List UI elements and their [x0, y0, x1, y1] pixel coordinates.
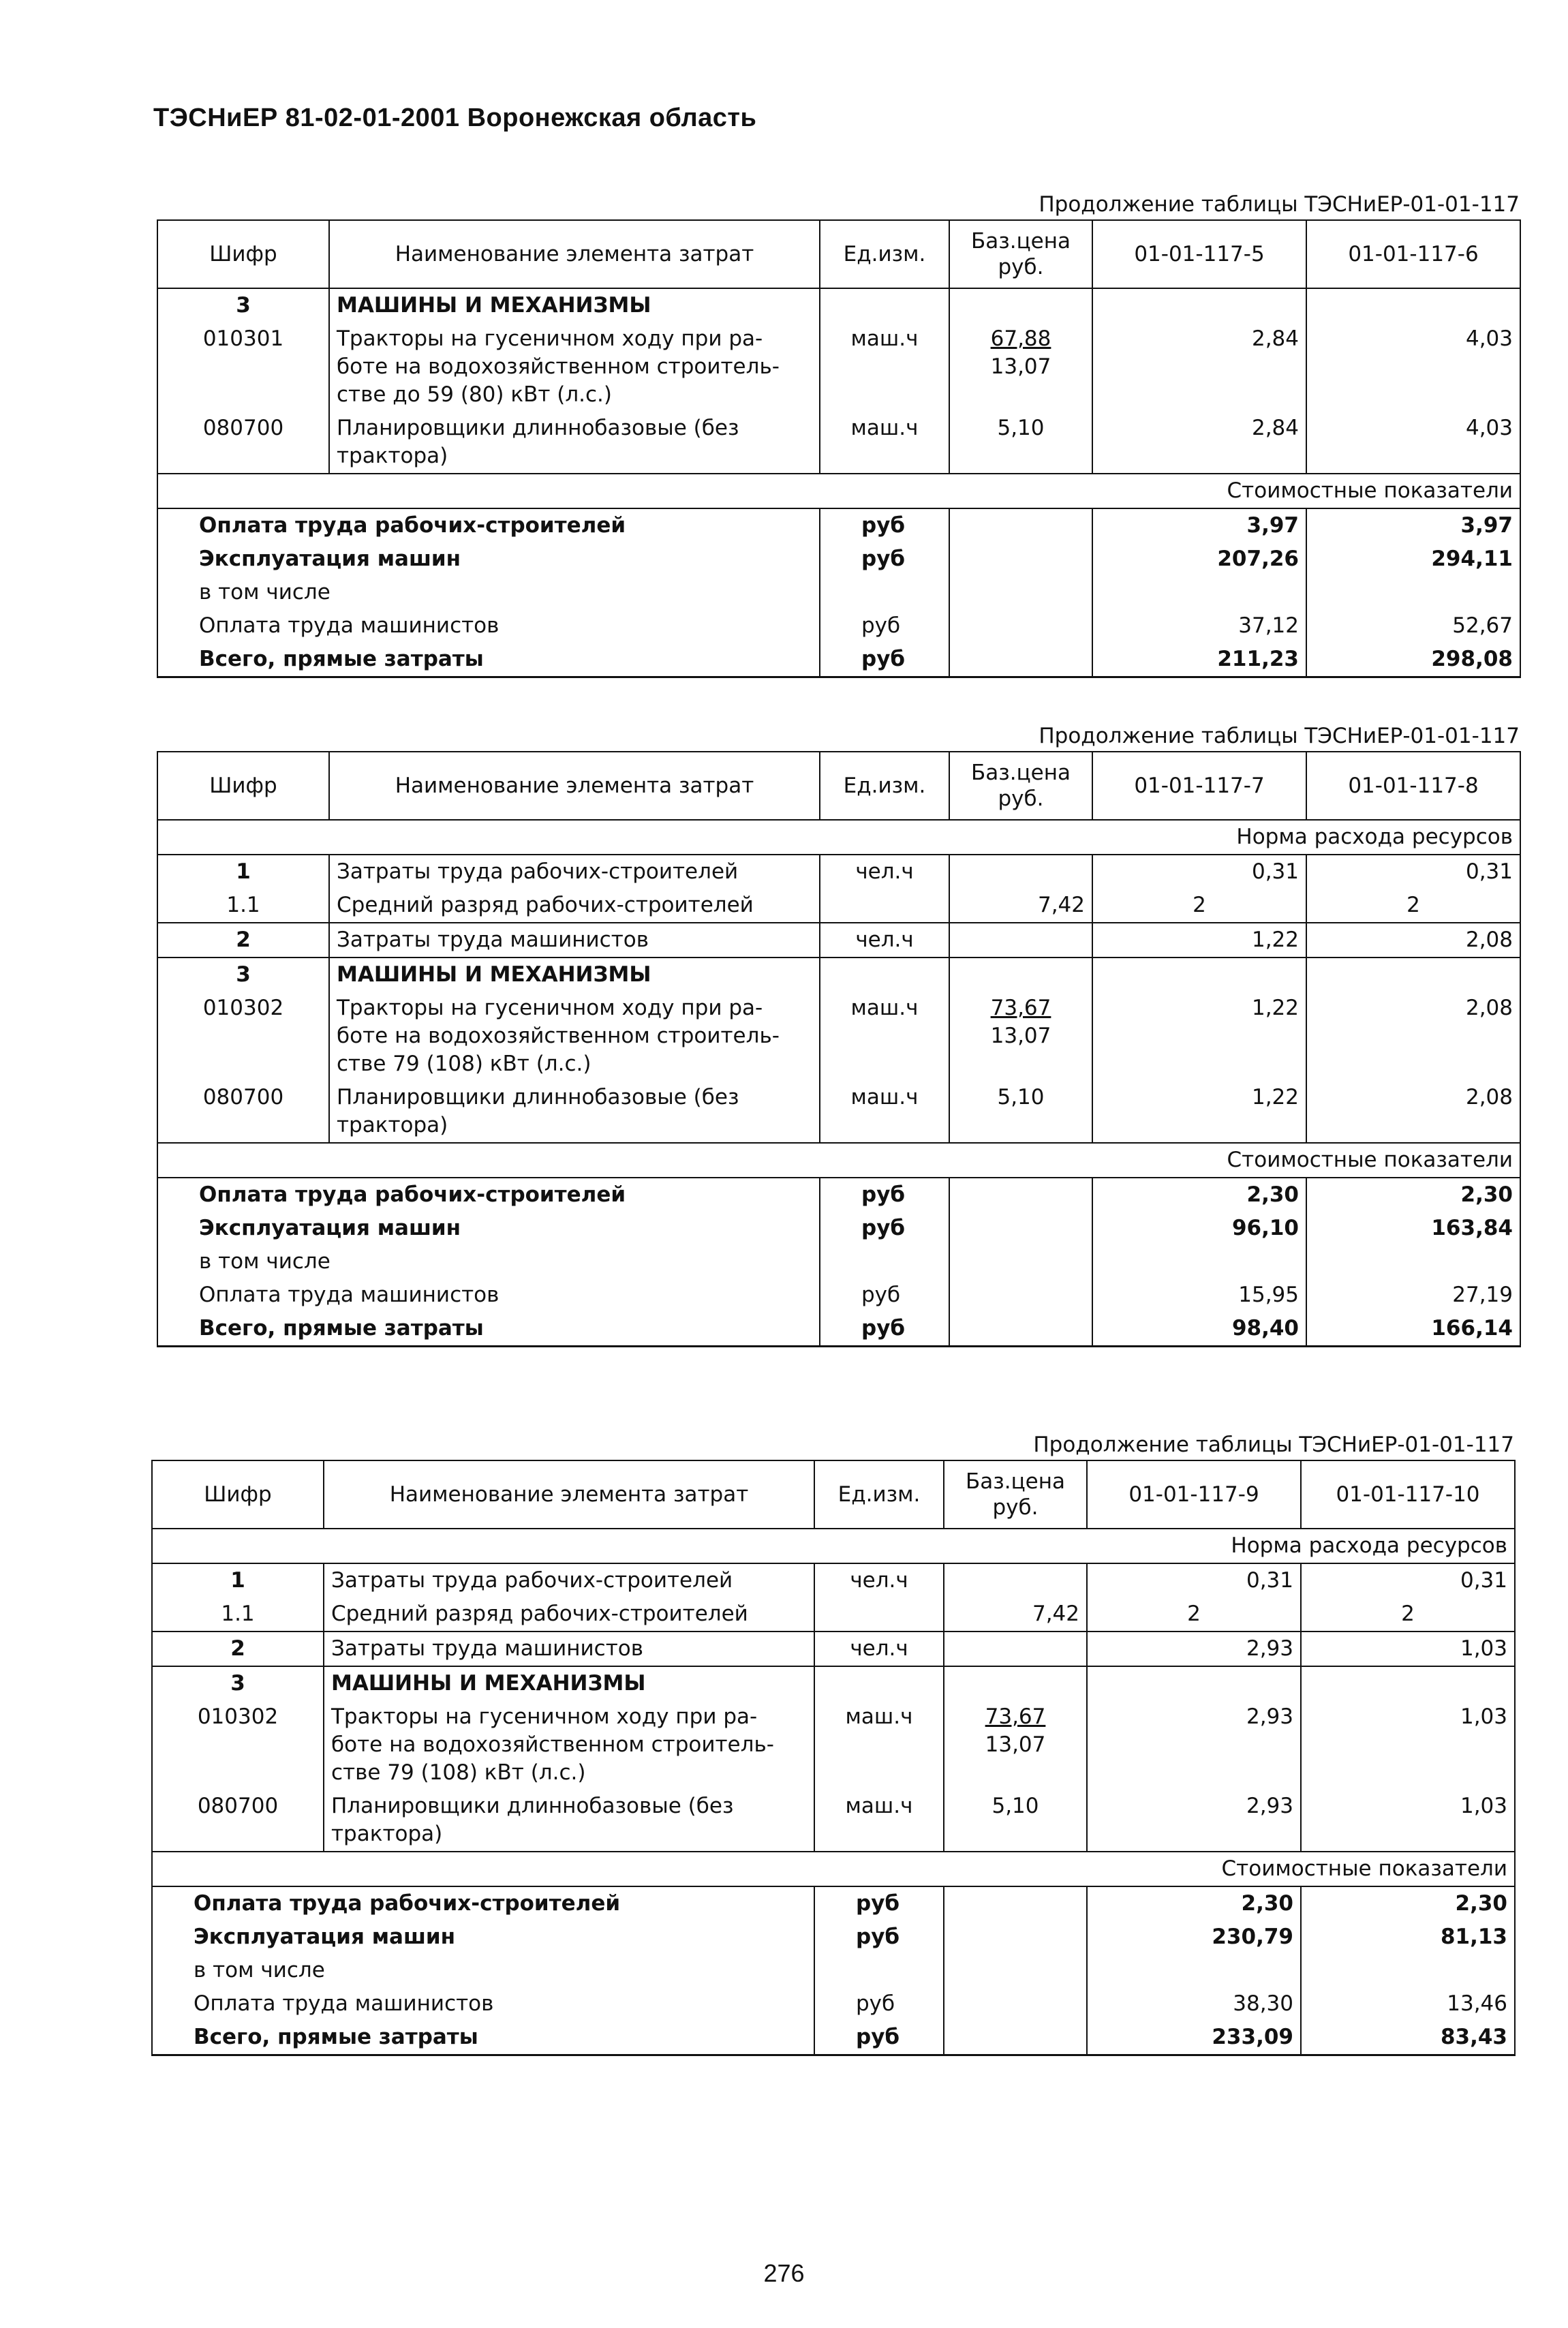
header-unit: Ед.изм.	[820, 752, 949, 820]
table-row: 3 МАШИНЫ И МЕХАНИЗМЫ	[157, 958, 1520, 992]
header-name: Наименование элемента затрат	[324, 1460, 814, 1529]
cost-row: Оплата труда рабочих-строителей руб 2,30 2,30	[152, 1886, 1515, 1920]
cost-row: в том числе	[152, 1954, 1515, 1987]
row-value-a: 2,84	[1092, 412, 1306, 474]
row-unit: маш.ч	[820, 322, 949, 412]
cost-row: Оплата труда машинистов руб 37,12 52,67	[157, 609, 1520, 643]
header-code: Шифр	[157, 220, 329, 288]
header-price: Баз.цена руб.	[944, 1460, 1087, 1529]
table-row	[157, 322, 1520, 412]
row-value-b: 4,03	[1306, 412, 1520, 474]
row-code: 080700	[157, 412, 329, 474]
cost-row: Оплата труда рабочих-строителей руб 2,30 2,30	[157, 1178, 1520, 1212]
table-header-row	[157, 752, 1520, 820]
header-col-b: 01-01-117-10	[1301, 1460, 1515, 1529]
row-name: МАШИНЫ И МЕХАНИЗМЫ	[329, 288, 820, 322]
header-price: Баз.цена руб.	[949, 752, 1092, 820]
header-col-a: 01-01-117-7	[1092, 752, 1306, 820]
header-col-b: 01-01-117-6	[1306, 220, 1520, 288]
row-price: 5,10	[949, 412, 1092, 474]
table-row: 1.1 Средний разряд рабочих-строителей 7,42 2 2	[157, 889, 1520, 923]
table-row	[157, 412, 1520, 474]
header-code: Шифр	[157, 752, 329, 820]
header-unit: Ед.изм.	[820, 220, 949, 288]
cost-section-header: Стоимостные показатели	[157, 1143, 1520, 1178]
row-name: Планировщики длиннобазовые (без трактора)	[329, 412, 820, 474]
norm-section-header: Норма расхода ресурсов	[152, 1529, 1515, 1563]
header-unit: Ед.изм.	[814, 1460, 944, 1529]
header-name: Наименование элемента затрат	[329, 752, 820, 820]
table-row: 2 Затраты труда машинистов чел.ч 2,93 1,03	[152, 1632, 1515, 1666]
row-value-b: 4,03	[1306, 322, 1520, 412]
row-code: 010301	[157, 322, 329, 412]
table-row: 1 Затраты труда рабочих-строителей чел.ч 0,31 0,31	[152, 1563, 1515, 1597]
table-row: 1 Затраты труда рабочих-строителей чел.ч 0,31 0,31	[157, 855, 1520, 889]
row-value-a: 2,84	[1092, 322, 1306, 412]
table-header-row	[157, 220, 1520, 288]
header-code: Шифр	[152, 1460, 324, 1529]
row-unit: маш.ч	[820, 412, 949, 474]
row-code: 3	[157, 288, 329, 322]
cost-row: Оплата труда машинистов руб 38,30 13,46	[152, 1987, 1515, 2021]
row-price: 67,88 13,07	[949, 322, 1092, 412]
norm-table-1	[157, 219, 1521, 678]
header-col-b: 01-01-117-8	[1306, 752, 1520, 820]
header-name: Наименование элемента затрат	[329, 220, 820, 288]
cost-row: Эксплуатация машин руб 230,79 81,13	[152, 1920, 1515, 1954]
row-name: Тракторы на гусеничном ходу при ра- боте на водохозяйственном строитель- стве до 59 (80) кВт (л.с.)	[329, 322, 820, 412]
cost-row-total: Всего, прямые затраты руб 211,23 298,08	[157, 643, 1520, 677]
table-row	[157, 288, 1520, 322]
cost-section-header: Стоимостные показатели	[152, 1852, 1515, 1886]
table-continuation-caption: Продолжение таблицы ТЭСНиЕР-01-01-117	[1033, 1433, 1514, 1457]
table-header-row	[152, 1460, 1515, 1529]
table-row: 3 МАШИНЫ И МЕХАНИЗМЫ	[152, 1666, 1515, 1700]
table-continuation-caption: Продолжение таблицы ТЭСНиЕР-01-01-117	[1039, 724, 1520, 748]
table-row: 010302 Тракторы на гусеничном ходу при ра- боте на водохозяйственном строитель- стве 79 (108) кВт (л.с.) маш.ч 73,67 13,07 2,93 1,03	[152, 1700, 1515, 1790]
cost-row: Оплата труда рабочих-строителей руб 3,97 3,97	[157, 508, 1520, 542]
header-price-line1: Баз.цена	[970, 229, 1071, 254]
norm-section-header: Норма расхода ресурсов	[157, 820, 1520, 855]
table-row: 080700 Планировщики длиннобазовые (без трактора) маш.ч 5,10 1,22 2,08	[157, 1081, 1520, 1143]
header-price	[949, 220, 1092, 288]
cost-row: в том числе	[157, 576, 1520, 609]
cost-row-total: Всего, прямые затраты руб 98,40 166,14	[157, 1312, 1520, 1347]
header-col-a: 01-01-117-5	[1092, 220, 1306, 288]
page-title: ТЭСНиЕР 81-02-01-2001 Воронежская область	[153, 104, 757, 132]
table-row: 2 Затраты труда машинистов чел.ч 1,22 2,08	[157, 923, 1520, 958]
cost-row-total: Всего, прямые затраты руб 233,09 83,43	[152, 2021, 1515, 2055]
cost-section-header: Стоимостные показатели	[157, 474, 1520, 508]
cost-row: Эксплуатация машин руб 207,26 294,11	[157, 542, 1520, 576]
table-row: 080700 Планировщики длиннобазовые (без трактора) маш.ч 5,10 2,93 1,03	[152, 1790, 1515, 1852]
norm-table-3	[151, 1460, 1516, 2056]
table-row: 1.1 Средний разряд рабочих-строителей 7,42 2 2	[152, 1597, 1515, 1632]
header-col-a: 01-01-117-9	[1087, 1460, 1301, 1529]
cost-row: Оплата труда машинистов руб 15,95 27,19	[157, 1278, 1520, 1312]
page-number: 276	[763, 2259, 805, 2287]
norm-table-2	[157, 751, 1521, 1347]
table-continuation-caption: Продолжение таблицы ТЭСНиЕР-01-01-117	[1039, 192, 1520, 217]
cost-row: Эксплуатация машин руб 96,10 163,84	[157, 1212, 1520, 1245]
cost-row: в том числе	[157, 1245, 1520, 1278]
table-row: 010302 Тракторы на гусеничном ходу при ра- боте на водохозяйственном строитель- стве 79 (108) кВт (л.с.) маш.ч 73,67 13,07 1,22 2,08	[157, 992, 1520, 1081]
header-price-line2: руб.	[998, 255, 1044, 279]
